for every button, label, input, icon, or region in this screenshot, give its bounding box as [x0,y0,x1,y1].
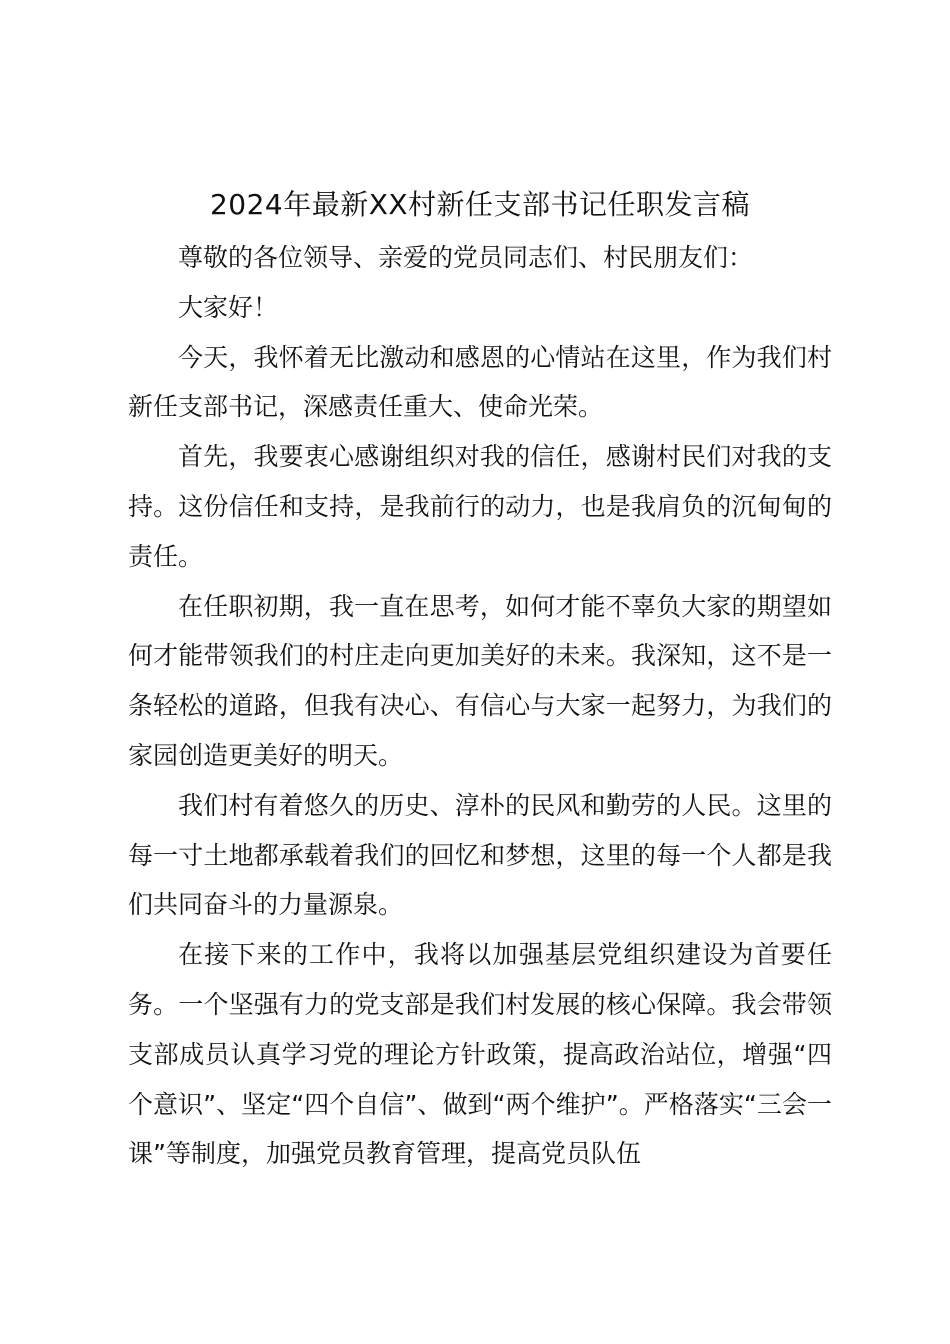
body-paragraph: 今天，我怀着无比激动和感恩的心情站在这里，作为我们村新任支部书记，深感责任重大、使命光荣。 [128,342,832,422]
salutation-paragraph: 尊敬的各位领导、亲爱的党员同志们、村民朋友们： [178,243,754,272]
greeting-paragraph: 大家好！ [178,292,279,322]
body-paragraph: 在接下来的工作中，我将以加强基层党组织建设为首要任务。一个坚强有力的党支部是我们村发展的核心保障。我会带领支部成员认真学习党的理论方针政策，提高政治站位，增强“四个意识”、坚定“四个自信”、做到“两个维护”。严格落实“三会一课”等制度，加强党员教育管理，提高党员队伍 [128,940,832,1169]
body-paragraph: 我们村有着悠久的历史、淳朴的民风和勤劳的人民。这里的每一寸土地都承载着我们的回忆和梦想，这里的每一个人都是我们共同奋斗的力量源泉。 [128,790,832,920]
body-paragraph: 首先，我要衷心感谢组织对我的信任，感谢村民们对我的支持。这份信任和支持，是我前行的动力，也是我肩负的沉甸甸的责任。 [128,442,832,571]
body-paragraph: 在任职初期，我一直在思考，如何才能不辜负大家的期望如何才能带领我们的村庄走向更加美好的未来。我深知，这不是一条轻松的道路，但我有决心、有信心与大家一起努力，为我们的家园创造更美好的明天。 [128,591,832,770]
document-page [128,183,832,1179]
document-title: 2024年最新XX村新任支部书记任职发言稿 [209,188,751,221]
